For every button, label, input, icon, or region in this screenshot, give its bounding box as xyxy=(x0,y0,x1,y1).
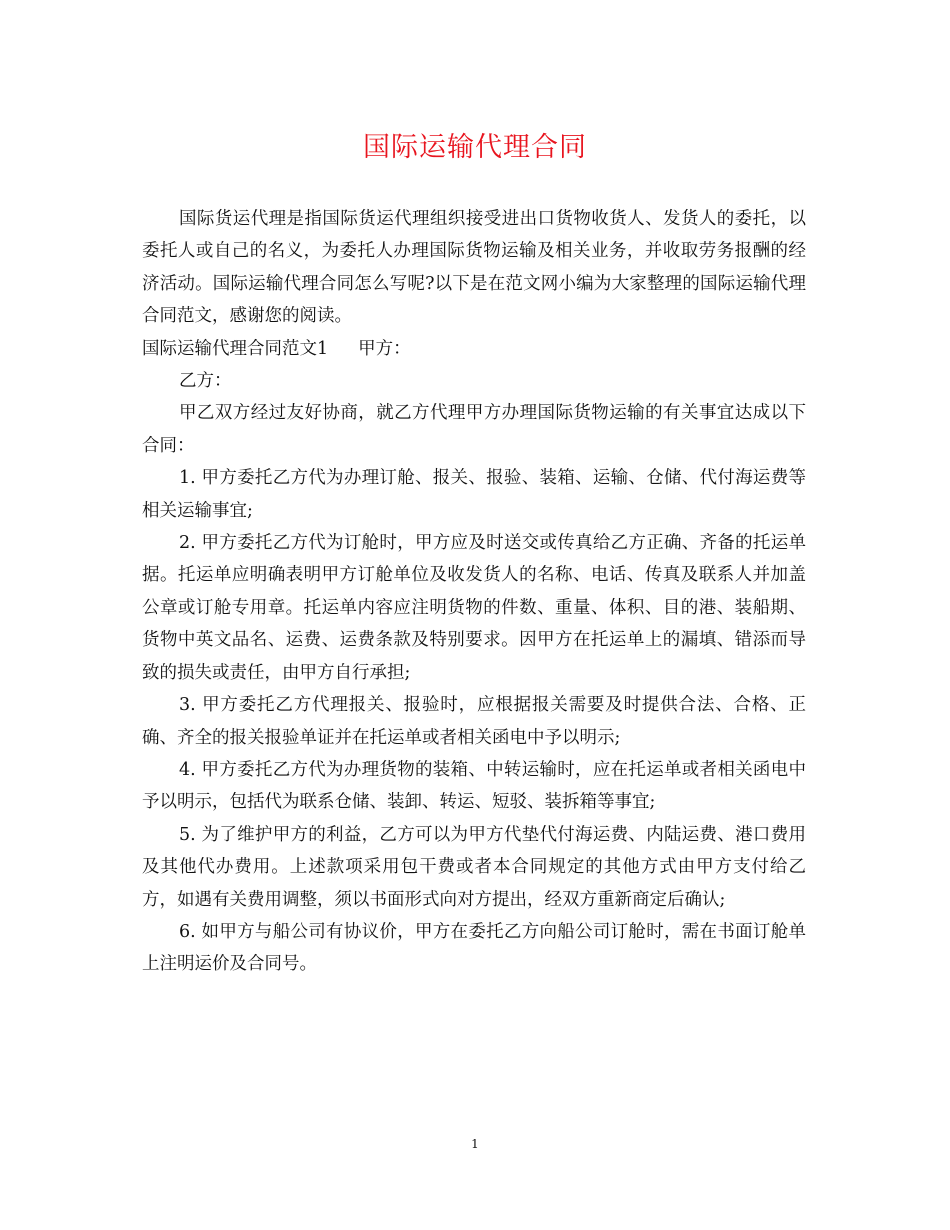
sample-heading: 国际运输代理合同范文1 xyxy=(142,338,329,359)
intro-paragraph: 国际货运代理是指国际货运代理组织接受进出口货物收货人、发货人的委托，以委托人或自己的名义，为委托人办理国际货物运输及相关业务，并收取劳务报酬的经济活动。国际运输代理合同怎么写呢?以下是在范文网小编为大家整理的国际运输代理合同范文，感谢您的阅读。 xyxy=(142,209,806,327)
sample-heading-line xyxy=(142,333,806,365)
document-body xyxy=(142,203,806,981)
party-a-label: 甲方： xyxy=(358,338,411,359)
party-b-label: 乙方： xyxy=(179,371,232,392)
clause-1: 1. 甲方委托乙方代为办理订舱、报关、报验、装箱、运输、仓储、代付海运费等相关运输事宜; xyxy=(142,468,806,521)
document-title: 国际运输代理合同 xyxy=(363,132,587,163)
clause-5: 5. 为了维护甲方的利益，乙方可以为甲方代垫代付海运费、内陆运费、港口费用及其他代办费用。上述款项采用包干费或者本合同规定的其他方式由甲方支付给乙方，如遇有关费用调整，须以书面形式向对方提出，经双方重新商定后确认; xyxy=(142,824,806,910)
clause-4: 4. 甲方委托乙方代为办理货物的装箱、中转运输时，应在托运单或者相关函电中予以明示，包括代为联系仓储、装卸、转运、短驳、装拆箱等事宜; xyxy=(142,759,806,813)
clause-3: 3. 甲方委托乙方代理报关、报验时，应根据报关需要及时提供合法、合格、正确、齐全的报关报验单证并在托运单或者相关函电中予以明示; xyxy=(142,695,806,748)
clause-2: 2. 甲方委托乙方代为订舱时，甲方应及时送交或传真给乙方正确、齐备的托运单据。托运单应明确表明甲方订舱单位及收发货人的名称、电话、传真及联系人并加盖公章或订舱专用章。托运单内容应注明货物的件数、重量、体积、目的港、装船期、货物中英文品名、运费、运费条款及特别要求。因甲方在托运单上的漏填、错添而导致的损失或责任，由甲方自行承担; xyxy=(142,533,806,683)
preamble-paragraph: 甲乙双方经过友好协商，就乙方代理甲方办理国际货物运输的有关事宜达成以下合同： xyxy=(142,403,806,456)
page-number: 1 xyxy=(471,1137,479,1151)
clause-6: 6. 如甲方与船公司有协议价，甲方在委托乙方向船公司订舱时，需在书面订舱单上注明运价及合同号。 xyxy=(142,921,806,975)
